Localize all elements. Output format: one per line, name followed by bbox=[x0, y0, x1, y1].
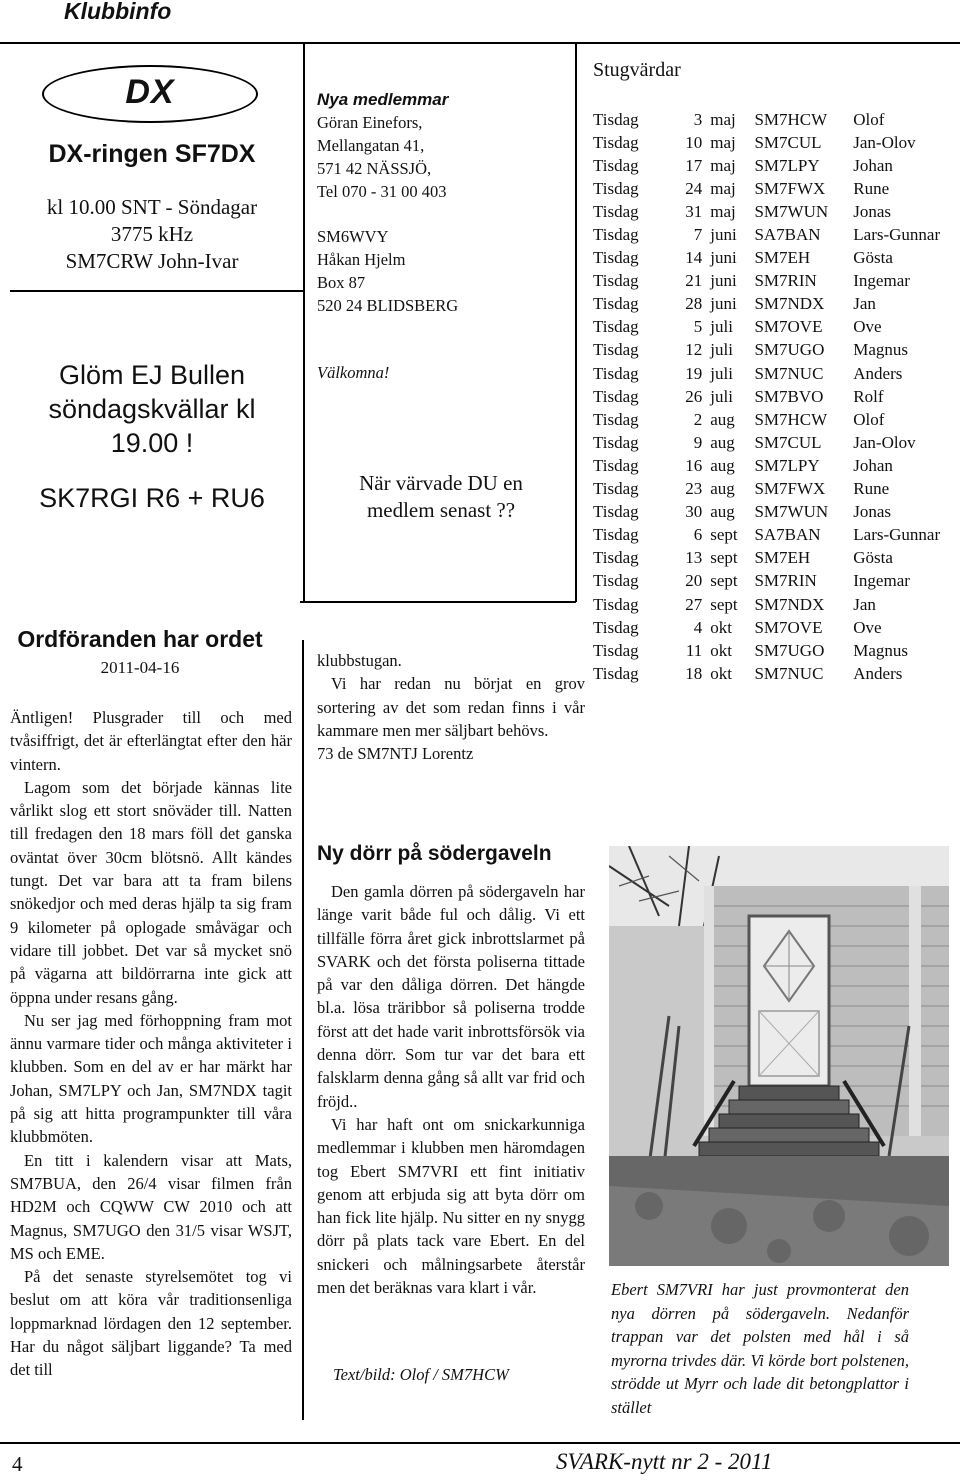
bullen-line-3: 19.00 ! bbox=[110, 428, 194, 458]
stug-day: Tisdag bbox=[593, 617, 639, 637]
stug-day: Tisdag bbox=[593, 271, 639, 291]
stug-date: 10 bbox=[685, 132, 703, 152]
welcome-text: Välkomna! bbox=[317, 363, 390, 382]
dx-ringen-info bbox=[0, 194, 304, 275]
stug-day: Tisdag bbox=[593, 178, 639, 198]
table-row bbox=[593, 570, 960, 593]
stug-date: 31 bbox=[685, 201, 703, 221]
table-row bbox=[593, 547, 960, 570]
stug-month: maj bbox=[710, 132, 736, 152]
stug-callsign: SM7FWX bbox=[754, 479, 826, 499]
bullen-repeater: SK7RGI R6 + RU6 bbox=[39, 483, 265, 513]
stug-callsign: SA7BAN bbox=[754, 525, 821, 545]
stug-month: juli bbox=[710, 386, 733, 406]
stug-name: Jan bbox=[853, 594, 876, 614]
stug-day: Tisdag bbox=[593, 571, 639, 591]
stug-name: Anders bbox=[853, 363, 903, 383]
table-row bbox=[593, 431, 960, 454]
stug-date: 24 bbox=[685, 178, 703, 198]
stug-month: juni bbox=[710, 271, 737, 291]
stug-day: Tisdag bbox=[593, 155, 639, 175]
stug-date: 23 bbox=[685, 479, 703, 499]
table-row bbox=[593, 270, 960, 293]
ordforanden-heading: Ordföranden har ordet bbox=[17, 626, 263, 652]
stug-day: Tisdag bbox=[593, 363, 639, 383]
stug-day: Tisdag bbox=[593, 525, 639, 545]
stug-month: juni bbox=[710, 225, 737, 245]
stug-day: Tisdag bbox=[593, 340, 639, 360]
stug-date: 26 bbox=[685, 386, 703, 406]
stug-name: Anders bbox=[853, 663, 903, 683]
left-divider-rule bbox=[10, 290, 304, 292]
stug-date: 11 bbox=[685, 640, 703, 660]
stug-month: aug bbox=[710, 409, 735, 429]
stug-callsign: SM7CUL bbox=[754, 432, 822, 452]
stug-name: Johan bbox=[853, 155, 893, 175]
door-photo bbox=[609, 846, 949, 1266]
table-row bbox=[593, 362, 960, 385]
ordforanden-paragraph: Lagom som det började kännas lite vårlikt slog ett stort snöväder till. Natten till fredagen den 18 mars föll det ganska oväntat över 30cm blötsnö. Allt kändes tungt. Det var bara att ta fram bilens snökedjor och med deras hjälp ta sig fram 9 kilometer på oplogade småvägar och vidare till jobbet. Det var så mycket snö på vägarna att bildörrarna inte gick att öppna under resans gång. bbox=[10, 777, 292, 1007]
recruit-notice bbox=[306, 470, 576, 524]
stug-name: Gösta bbox=[853, 548, 893, 568]
stug-name: Ove bbox=[853, 317, 882, 337]
member-address-line: Håkan Hjelm bbox=[317, 250, 406, 269]
table-row bbox=[593, 408, 960, 431]
dx-ringen-title: DX-ringen SF7DX bbox=[48, 140, 256, 168]
stug-day: Tisdag bbox=[593, 409, 639, 429]
table-row bbox=[593, 662, 960, 685]
stug-date: 17 bbox=[685, 155, 703, 175]
stug-date: 4 bbox=[693, 617, 703, 637]
stug-name: Ove bbox=[853, 617, 882, 637]
stug-callsign: SM7RIN bbox=[754, 571, 817, 591]
stug-date: 6 bbox=[693, 525, 703, 545]
stug-name: Jan-Olov bbox=[853, 432, 916, 452]
stug-name: Olof bbox=[853, 409, 885, 429]
stug-callsign: SM7BVO bbox=[754, 386, 824, 406]
stugvardar-schedule bbox=[593, 108, 960, 685]
stug-callsign: SM7LPY bbox=[754, 155, 820, 175]
stug-callsign: SM7EH bbox=[754, 248, 811, 268]
stug-name: Rune bbox=[853, 479, 890, 499]
stug-day: Tisdag bbox=[593, 248, 639, 268]
stug-name: Magnus bbox=[853, 640, 909, 660]
stug-name: Lars-Gunnar bbox=[853, 525, 941, 545]
stug-name: Rolf bbox=[853, 386, 884, 406]
stug-month: okt bbox=[710, 663, 732, 683]
stug-callsign: SM7UGO bbox=[754, 640, 825, 660]
stug-date: 13 bbox=[685, 548, 703, 568]
stug-month: aug bbox=[710, 455, 735, 475]
stug-callsign: SM7OVE bbox=[754, 617, 823, 637]
stugvardar-heading: Stugvärdar bbox=[593, 59, 681, 81]
stug-callsign: SM7NDX bbox=[754, 294, 825, 314]
stug-date: 16 bbox=[685, 455, 703, 475]
stug-callsign: SM7NDX bbox=[754, 594, 825, 614]
stugvardar-table bbox=[593, 108, 960, 685]
door-text bbox=[317, 880, 585, 1299]
stug-callsign: SM7CUL bbox=[754, 132, 822, 152]
dx-operator: SM7CRW John-Ivar bbox=[65, 249, 239, 273]
member-address-line: 571 42 NÄSSJÖ, bbox=[317, 159, 432, 178]
stug-day: Tisdag bbox=[593, 294, 639, 314]
photo-credit: Text/bild: Olof / SM7HCW bbox=[333, 1365, 509, 1384]
member-address-line: Box 87 bbox=[317, 273, 366, 292]
table-row bbox=[593, 385, 960, 408]
dx-schedule: kl 10.00 SNT - Söndagar bbox=[46, 195, 258, 219]
stug-day: Tisdag bbox=[593, 225, 639, 245]
stug-name: Magnus bbox=[853, 340, 909, 360]
stug-day: Tisdag bbox=[593, 640, 639, 660]
member-address-line: SM6WVY bbox=[317, 227, 389, 246]
table-row bbox=[593, 293, 960, 316]
table-row bbox=[593, 108, 960, 131]
member-address-line: Tel 070 - 31 00 403 bbox=[317, 182, 447, 201]
stug-name: Ingemar bbox=[853, 271, 910, 291]
column-divider-lower bbox=[302, 640, 304, 1420]
stug-date: 12 bbox=[685, 340, 703, 360]
door-paragraph: Den gamla dörren på södergaveln har länge varit både ful och dålig. Vi ett tillfälle förra året gick inbrottslarmet på SVARK och det första poliserna tittade på var den dåliga dörren. Det hängde bl.a. lösa träribbor så poliserna trodde först att det hade varit inbrottsförsök via denna dörr. Som tur var det bara ett falsklarm denna gång så allt var frid och fröjd.. bbox=[317, 882, 585, 1111]
new-members-heading: Nya medlemmar bbox=[317, 90, 449, 109]
table-row bbox=[593, 154, 960, 177]
stug-callsign: SM7EH bbox=[754, 548, 811, 568]
ordforanden-paragraph: Äntligen! Plusgrader till och med tvåsiffrigt, det är efterlängtat efter den här vintern. bbox=[10, 708, 292, 774]
stug-month: juli bbox=[710, 363, 733, 383]
stug-month: juli bbox=[710, 340, 733, 360]
door-heading: Ny dörr på södergaveln bbox=[317, 842, 552, 865]
stug-month: maj bbox=[710, 109, 736, 129]
continuation-paragraph: klubbstugan. bbox=[317, 651, 402, 670]
member-address-line: Göran Einefors, bbox=[317, 113, 423, 132]
stug-day: Tisdag bbox=[593, 502, 639, 522]
stug-day: Tisdag bbox=[593, 455, 639, 475]
page-number: 4 bbox=[12, 1452, 23, 1476]
stug-callsign: SM7WUN bbox=[754, 502, 829, 522]
mid-divider-rule bbox=[300, 601, 576, 603]
stug-day: Tisdag bbox=[593, 132, 639, 152]
stug-name: Rune bbox=[853, 178, 890, 198]
stug-date: 30 bbox=[685, 502, 703, 522]
stug-day: Tisdag bbox=[593, 386, 639, 406]
stug-date: 27 bbox=[685, 594, 703, 614]
table-row bbox=[593, 478, 960, 501]
stug-date: 21 bbox=[685, 271, 703, 291]
stug-name: Ingemar bbox=[853, 571, 910, 591]
stug-callsign: SM7UGO bbox=[754, 340, 825, 360]
stug-month: juni bbox=[710, 294, 737, 314]
table-row bbox=[593, 339, 960, 362]
door-paragraph: Vi har haft ont om snickarkunniga medlemmar i klubben men häromdagen tog Ebert SM7VRI ett fint initiativ genom att erbjuda sig att byta dörr om han fick lite hjälp. Nu sitter en ny snygg dörr på plats tack vare Ebert. En del snickeri och målningsarbete återstår men det beräknas vara klart i vår. bbox=[317, 1114, 585, 1298]
stug-day: Tisdag bbox=[593, 594, 639, 614]
stug-name: Lars-Gunnar bbox=[853, 225, 941, 245]
bullen-notice bbox=[0, 358, 304, 515]
table-row bbox=[593, 639, 960, 662]
stug-name: Johan bbox=[853, 455, 893, 475]
stug-callsign: SM7RIN bbox=[754, 271, 817, 291]
dx-frequency: 3775 kHz bbox=[110, 222, 194, 246]
stug-name: Gösta bbox=[853, 248, 893, 268]
stug-month: sept bbox=[710, 571, 738, 591]
stug-name: Jonas bbox=[853, 201, 892, 221]
ordforanden-paragraph: På det senaste styrelsemötet tog vi beslut om att köra vår traditionsenliga loppmarknad lördagen den 12 september. Har du något säljbart liggande? Ta med det till bbox=[10, 1267, 292, 1380]
stug-date: 18 bbox=[685, 663, 703, 683]
stug-date: 5 bbox=[693, 317, 703, 337]
recruit-line-1: När värvade DU en bbox=[359, 471, 523, 495]
stug-name: Jan-Olov bbox=[853, 132, 916, 152]
stug-day: Tisdag bbox=[593, 663, 639, 683]
stug-month: sept bbox=[710, 525, 738, 545]
stug-callsign: SM7HCW bbox=[754, 409, 828, 429]
stug-callsign: SM7NUC bbox=[754, 363, 824, 383]
stug-date: 20 bbox=[685, 571, 703, 591]
member-address-line: 520 24 BLIDSBERG bbox=[317, 296, 459, 315]
stug-month: maj bbox=[710, 178, 736, 198]
stug-callsign: SM7NUC bbox=[754, 663, 824, 683]
bullen-line-1: Glöm EJ Bullen bbox=[58, 360, 246, 390]
signature: 73 de SM7NTJ Lorentz bbox=[317, 744, 474, 764]
section-title: Klubbinfo bbox=[64, 0, 172, 24]
stug-month: juni bbox=[710, 248, 737, 268]
stug-month: sept bbox=[710, 594, 738, 614]
stug-month: sept bbox=[710, 548, 738, 568]
recruit-line-2: medlem senast ?? bbox=[366, 498, 516, 522]
ordforanden-text bbox=[10, 706, 292, 1382]
table-row bbox=[593, 616, 960, 639]
stug-month: aug bbox=[710, 432, 735, 452]
dx-logo-box bbox=[42, 65, 258, 123]
ordforanden-date: 2011-04-16 bbox=[100, 658, 180, 677]
stug-month: aug bbox=[710, 502, 735, 522]
stug-day: Tisdag bbox=[593, 317, 639, 337]
stug-day: Tisdag bbox=[593, 201, 639, 221]
stug-name: Jonas bbox=[853, 502, 892, 522]
table-row bbox=[593, 247, 960, 270]
table-row bbox=[593, 223, 960, 246]
continuation-text bbox=[317, 649, 585, 765]
header-rule bbox=[0, 42, 960, 44]
stug-callsign: SM7HCW bbox=[754, 109, 828, 129]
table-row bbox=[593, 131, 960, 154]
stug-month: okt bbox=[710, 617, 732, 637]
ordforanden-paragraph: Nu ser jag med förhoppning fram mot ännu varmare tider och många aktiviteter i klubben. Som en del av er har märkt har Johan, SM7LPY och Jan, SM7NDX tagit på sig att hitta programpunkter till våra klubbmöten. bbox=[10, 1010, 292, 1147]
table-row bbox=[593, 501, 960, 524]
stug-day: Tisdag bbox=[593, 479, 639, 499]
stug-date: 7 bbox=[693, 225, 703, 245]
stug-date: 9 bbox=[693, 432, 703, 452]
stug-name: Olof bbox=[853, 109, 885, 129]
dx-logo-text: DX bbox=[125, 73, 175, 111]
stug-date: 3 bbox=[693, 109, 703, 129]
table-row bbox=[593, 524, 960, 547]
ordforanden-paragraph: En titt i kalendern visar att Mats, SM7BUA, den 26/4 visar filmen från HD2M och CQWW CW 2010 och att Magnus, SM7UGO den 31/5 visar WSJT, MS och EME. bbox=[10, 1150, 292, 1263]
stug-month: maj bbox=[710, 155, 736, 175]
column-divider-left bbox=[303, 42, 305, 602]
stug-date: 28 bbox=[685, 294, 703, 314]
stug-month: okt bbox=[710, 640, 732, 660]
publication-title: SVARK-nytt nr 2 - 2011 bbox=[556, 1449, 773, 1474]
table-row bbox=[593, 200, 960, 223]
footer-rule bbox=[0, 1442, 960, 1444]
stug-name: Jan bbox=[853, 294, 876, 314]
new-members bbox=[317, 88, 567, 384]
stug-callsign: SM7LPY bbox=[754, 455, 820, 475]
continuation-paragraph: Vi har redan nu börjat en grov sortering av det som redan finns i vår kammare men mer säljbart behövs. bbox=[317, 674, 585, 740]
table-row bbox=[593, 454, 960, 477]
table-row bbox=[593, 177, 960, 200]
stug-date: 19 bbox=[685, 363, 703, 383]
stug-callsign: SM7OVE bbox=[754, 317, 823, 337]
stug-month: maj bbox=[710, 201, 736, 221]
stug-month: juli bbox=[710, 317, 733, 337]
stug-callsign: SM7FWX bbox=[754, 178, 826, 198]
table-row bbox=[593, 593, 960, 616]
member-address-line: Mellangatan 41, bbox=[317, 136, 425, 155]
stug-day: Tisdag bbox=[593, 109, 639, 129]
photo-caption: Ebert SM7VRI har just provmonterat den nya dörren på södergaveln. Nedanför trappan var det polsten med hål i så myrorna trivdes där. Vi körde bort polstenen, strödde ut Myrr och lade dit betongplattor i stället bbox=[611, 1280, 909, 1417]
stug-day: Tisdag bbox=[593, 432, 639, 452]
stug-date: 14 bbox=[685, 248, 703, 268]
stug-day: Tisdag bbox=[593, 548, 639, 568]
stug-date: 2 bbox=[693, 409, 703, 429]
stug-month: aug bbox=[710, 479, 735, 499]
table-row bbox=[593, 316, 960, 339]
stug-callsign: SM7WUN bbox=[754, 201, 829, 221]
bullen-line-2: söndagskvällar kl bbox=[48, 394, 256, 424]
stug-callsign: SA7BAN bbox=[754, 225, 821, 245]
